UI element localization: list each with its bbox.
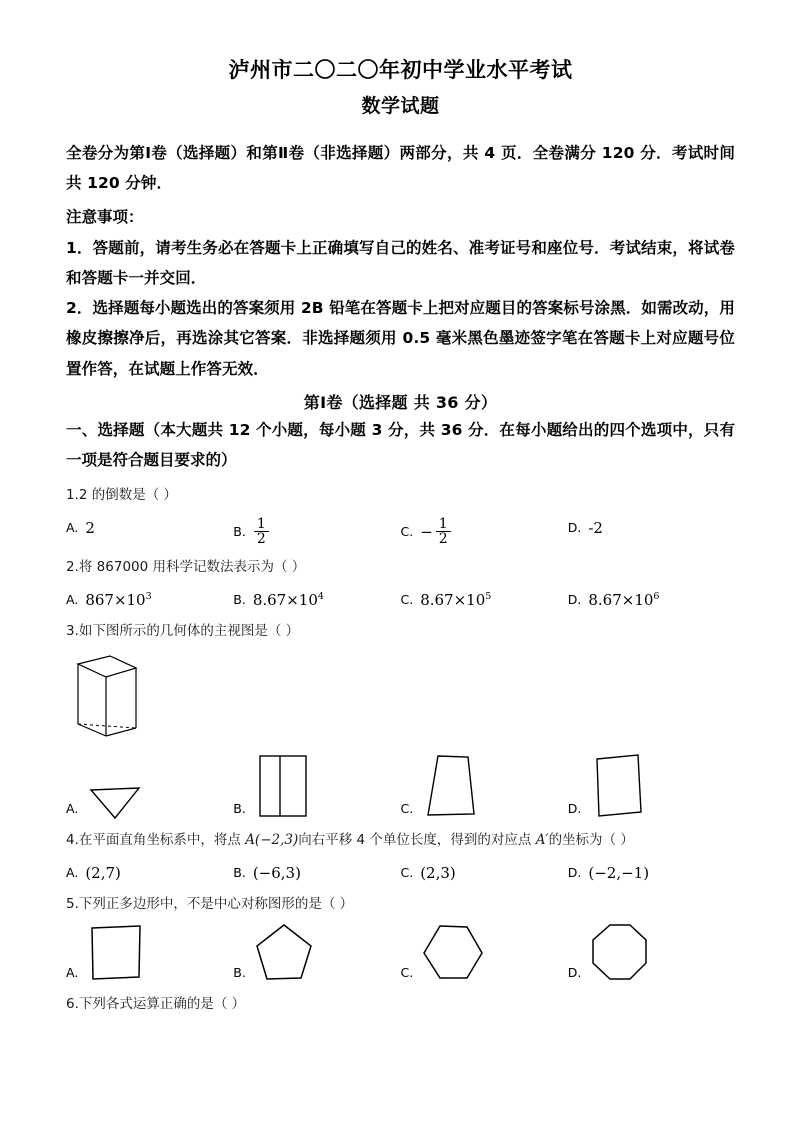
option-label: D. — [567, 801, 582, 817]
stem-prefix: 4.在平面直角坐标系中，将点 — [66, 832, 241, 849]
hexagon-icon — [420, 922, 486, 984]
option-value — [253, 591, 324, 609]
option-label: A. — [66, 520, 79, 536]
option-label: B. — [233, 964, 246, 980]
option-label: B. — [233, 801, 246, 817]
trapezoid-icon — [420, 752, 484, 820]
option-value — [420, 591, 491, 609]
question-3-option-b[interactable] — [233, 752, 400, 820]
option-label: A. — [66, 801, 79, 817]
option-label: C. — [400, 964, 414, 980]
option-label: D. — [567, 592, 582, 608]
sci-mantissa: 867×10 — [85, 590, 146, 609]
question-1-options — [66, 517, 735, 547]
question-2-option-b[interactable] — [233, 589, 400, 611]
notice-item-1: 1．答题前，请考生务必在答题卡上正确填写自己的姓名、准考证号和座位号．考试结束，将试卷和答题卡一并交回． — [66, 238, 735, 287]
minus-sign: − — [420, 522, 433, 541]
question-4-options — [66, 862, 735, 884]
rectangle-icon — [588, 752, 648, 820]
option-label: C. — [400, 592, 414, 608]
exam-intro-paragraph: 全卷分为第Ⅰ卷（选择题）和第Ⅱ卷（非选择题）两部分，共 4 页．全卷满分 120 分．考试时间共 120 分钟． — [66, 143, 735, 193]
question-4-option-d[interactable] — [568, 862, 735, 884]
option-label: C. — [400, 865, 414, 881]
question-5-stem: 5.下列正多边形中，不是中心对称图形的是（ ） — [66, 895, 354, 912]
question-5-option-b[interactable] — [233, 922, 400, 984]
option-label: C. — [400, 801, 414, 817]
stem-point-a-prime: A′ — [535, 832, 549, 849]
question-5-option-d[interactable] — [568, 922, 735, 984]
pentagon-icon — [253, 922, 315, 984]
question-2-option-c[interactable] — [401, 589, 568, 611]
notice-item-2: 2．选择题每小题选出的答案须用 2B 铅笔在答题卡上把对应题目的答案标号涂黑．如需改动，用橡皮擦擦净后，再选涂其它答案．非选择题须用 0.5 毫米黑色墨迹签字笔在答题卡上对应题号位置作答，在试题上作答无效． — [66, 299, 735, 378]
question-1-option-b[interactable] — [233, 517, 400, 547]
option-label: B. — [233, 865, 246, 881]
question-5-options — [66, 922, 735, 984]
triangular-prism-icon — [72, 650, 144, 742]
square-icon — [85, 922, 147, 984]
question-3-figure-triangular-prism — [72, 650, 735, 746]
fraction-numerator: 1 — [256, 515, 266, 532]
question-4-option-b[interactable] — [233, 862, 400, 884]
question-3-option-d[interactable] — [568, 752, 735, 820]
stem-suffix: 的坐标为（ ） — [548, 832, 634, 849]
question-3-stem: 3.如下图所示的几何体的主视图是（ ） — [66, 622, 300, 639]
option-value: (−2,−1) — [588, 863, 650, 882]
sci-exponent: 5 — [485, 590, 492, 602]
inverted-triangle-icon — [85, 780, 145, 820]
question-3-option-c[interactable] — [401, 752, 568, 820]
stem-point-a: A(−2,3) — [245, 832, 299, 849]
stem-middle: 向右平移 4 个单位长度，得到的对应点 — [298, 832, 532, 849]
fraction-one-half — [436, 517, 451, 547]
option-label: D. — [567, 865, 582, 881]
sci-exponent: 4 — [317, 590, 324, 602]
option-value: (2,7) — [85, 863, 121, 882]
sci-mantissa: 8.67×10 — [588, 590, 654, 609]
part-one-heading: 第Ⅰ卷（选择题 共 36 分） — [303, 392, 498, 412]
fraction-numerator: 1 — [438, 515, 448, 532]
page-subtitle: 数学试题 — [361, 95, 440, 118]
question-5-option-c[interactable] — [401, 922, 568, 984]
question-4-stem — [66, 830, 735, 852]
option-label: A. — [66, 592, 79, 608]
sci-mantissa: 8.67×10 — [252, 590, 318, 609]
fraction-denominator: 2 — [436, 531, 451, 547]
sci-mantissa: 8.67×10 — [420, 590, 486, 609]
question-3-options — [66, 752, 735, 820]
question-2-option-d[interactable] — [568, 589, 735, 611]
notice-heading: 注意事项： — [66, 208, 144, 227]
question-1-stem: 1.2 的倒数是（ ） — [66, 487, 178, 504]
option-value: -2 — [588, 518, 603, 537]
question-4-option-c[interactable] — [401, 862, 568, 884]
octagon-icon — [588, 922, 652, 984]
rectangle-with-center-line-icon — [253, 752, 313, 820]
page-title: 泸州市二〇二〇年初中学业水平考试 — [228, 58, 573, 82]
option-label: C. — [400, 524, 414, 540]
option-label: D. — [567, 520, 582, 536]
option-label: B. — [233, 524, 246, 540]
question-2-stem: 2.将 867000 用科学记数法表示为（ ） — [66, 559, 306, 576]
question-2-option-a[interactable] — [66, 589, 233, 611]
option-value: (−6,3) — [252, 863, 301, 882]
option-value — [85, 591, 151, 609]
option-label: A. — [66, 964, 79, 980]
question-3-option-a[interactable] — [66, 780, 233, 820]
option-value: 2 — [85, 518, 95, 537]
fraction-denominator: 2 — [254, 531, 269, 547]
option-value: (2,3) — [420, 863, 456, 882]
sci-exponent: 3 — [145, 590, 152, 602]
question-5-option-a[interactable] — [66, 922, 233, 984]
option-label: A. — [66, 865, 79, 881]
question-1-option-d[interactable] — [568, 517, 735, 539]
question-1-option-a[interactable] — [66, 517, 233, 539]
question-1-option-c[interactable] — [401, 517, 568, 547]
fraction-one-half — [254, 517, 269, 547]
question-6-stem: 6.下列各式运算正确的是（ ） — [66, 995, 246, 1012]
sci-exponent: 6 — [653, 590, 660, 602]
section-one-intro: 一、选择题（本大题共 12 个小题，每小题 3 分，共 36 分．在每小题给出的四个选项中，只有一项是符合题目要求的） — [66, 420, 735, 469]
question-2-options — [66, 589, 735, 611]
option-label: D. — [567, 964, 582, 980]
question-4-option-a[interactable] — [66, 862, 233, 884]
option-label: B. — [233, 592, 246, 608]
option-value — [588, 591, 659, 609]
